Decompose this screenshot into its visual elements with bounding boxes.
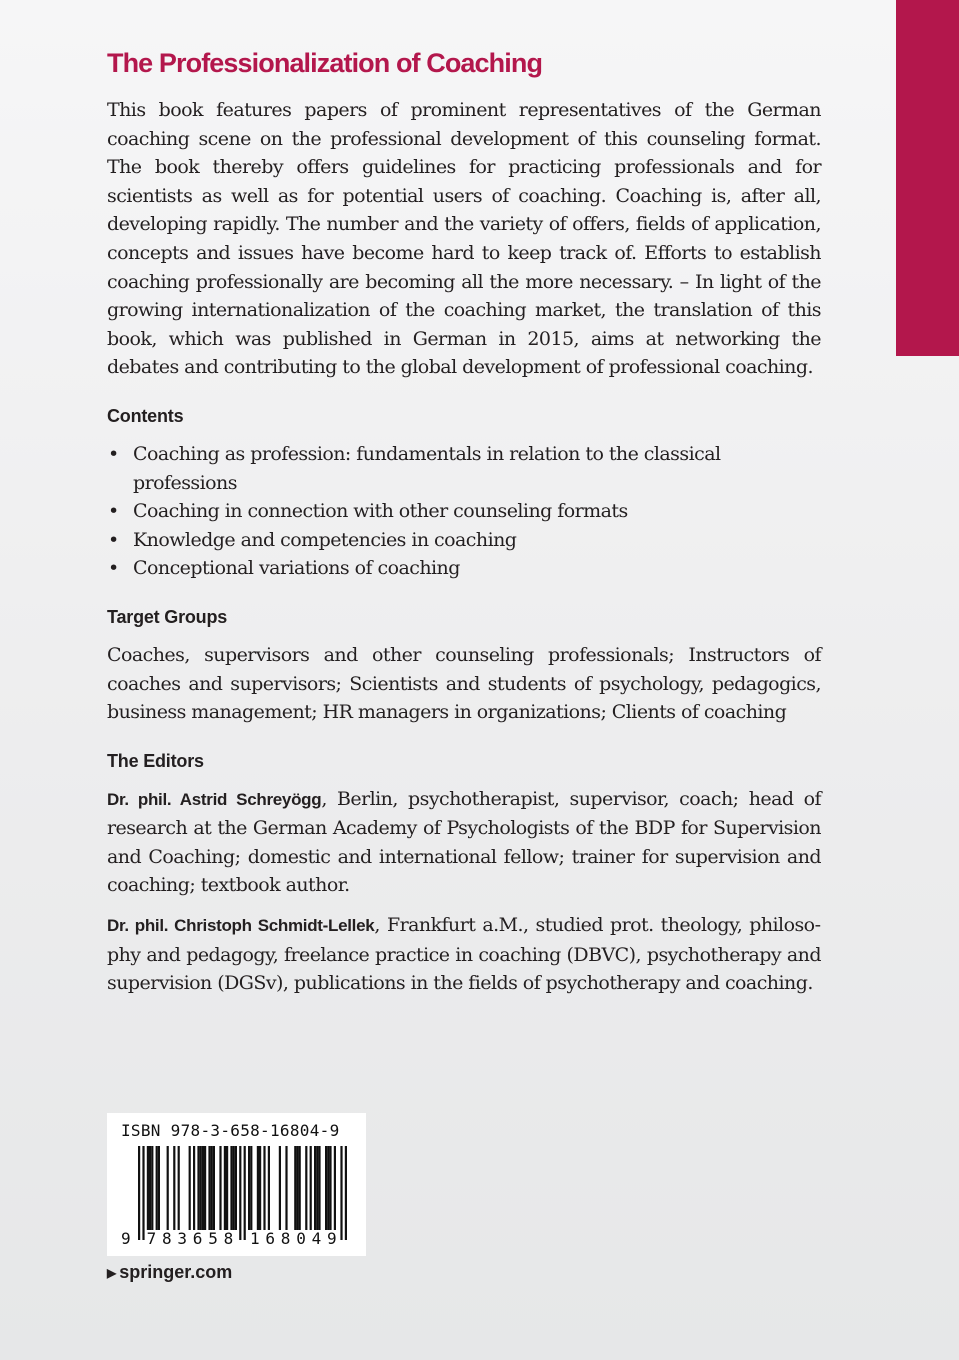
barcode-bar [244, 1146, 246, 1240]
barcode-bar [149, 1146, 151, 1230]
list-item [107, 497, 821, 526]
barcode-bar [173, 1146, 175, 1230]
barcode-bar [147, 1146, 149, 1230]
barcode-bar [235, 1146, 237, 1230]
barcode-bar [202, 1146, 204, 1230]
isbn-barcode [107, 1113, 366, 1256]
editor-bio-text: , Berlin, psychotherapist, supervisor, coach; head of research at the German Academy of Psychologists of the BDP for Supervision and Coaching; domestic and international fellow; trainer for supervision and coaching; textbook author. [107, 787, 821, 897]
barcode-bar [263, 1146, 265, 1230]
barcode-bar [239, 1146, 241, 1240]
barcode-bar [211, 1146, 213, 1230]
barcode-bar [340, 1146, 342, 1240]
barcode-bar [178, 1146, 180, 1230]
barcode-bar [208, 1146, 210, 1230]
contents-list [107, 440, 821, 583]
barcode-bar [285, 1146, 287, 1230]
barcode-digit: 1 [250, 1229, 260, 1248]
editor-bio [107, 785, 821, 900]
barcode-bar [259, 1146, 261, 1230]
barcode-bar [294, 1146, 296, 1230]
barcode-bar [334, 1146, 336, 1230]
editors-heading: The Editors [107, 750, 204, 771]
book-title: The Professionalization of Coaching [107, 48, 543, 78]
barcode-bar [314, 1146, 316, 1230]
barcode-bar [138, 1146, 140, 1240]
barcode-bar [327, 1146, 329, 1230]
barcode-bar [219, 1146, 221, 1230]
barcode-digit: 3 [177, 1229, 188, 1248]
barcode-bar [197, 1146, 199, 1230]
list-item [107, 440, 821, 497]
bullet-icon: • [108, 528, 119, 551]
barcode-bar [158, 1146, 160, 1230]
target-groups-heading: Target Groups [107, 606, 228, 627]
barcode-bar [305, 1146, 307, 1230]
barcode-bar [329, 1146, 331, 1230]
barcode-digit: 8 [162, 1229, 172, 1248]
target-groups-text: Coaches, supervisors and other counseling professionals; Instructors of coaches and supervisors; Scientists and students of psychology, pedagogics, business management; HR managers in organizations; Clients of coaching [107, 643, 821, 724]
arrow-right-icon: ▶ [107, 1265, 117, 1280]
barcode-bar [248, 1146, 250, 1230]
contents-heading: Contents [107, 405, 184, 426]
barcode-digit: 9 [327, 1229, 337, 1248]
barcode-bar [204, 1146, 206, 1230]
website-text: springer.com [119, 1262, 233, 1282]
barcode-bar [233, 1146, 235, 1230]
editor-name: Dr. phil. Christoph Schmidt-Lellek [107, 916, 375, 936]
barcode-graphic [107, 1113, 366, 1256]
list-item-text: Conceptional variations of coaching [133, 557, 460, 580]
barcode-bar [230, 1146, 232, 1230]
barcode-bar [257, 1146, 259, 1230]
barcode-digit: 6 [192, 1229, 203, 1248]
isbn-label: ISBN 978-3-658-16804-9 [121, 1121, 340, 1140]
barcode-bar [142, 1146, 144, 1240]
barcode-bar [151, 1146, 153, 1230]
barcode-bar [224, 1146, 226, 1230]
barcode-digit: 7 [146, 1229, 157, 1248]
publisher-website-link[interactable] [107, 1262, 232, 1283]
barcode-bar [299, 1146, 301, 1230]
list-item [107, 526, 821, 555]
barcode-bar [167, 1146, 169, 1230]
list-item-text: Coaching in connection with other counseling formats [133, 500, 628, 523]
list-item-text: Coaching as profession: fundamentals in relation to the classical professions [133, 442, 721, 494]
barcode-bar [189, 1146, 191, 1230]
editor-bio-text: , Frankfurt a.M., studied prot. theology, philosophy and pedagogy, freelance practice in coaching (DBVC), psychotherapy and supervision (DGSv), publications in the fields of psychotherapy and coaching. [107, 914, 821, 995]
barcode-bar [296, 1146, 298, 1230]
barcode-bar [213, 1146, 215, 1230]
back-cover-content [107, 44, 821, 1009]
barcode-bar [316, 1146, 318, 1230]
list-item-text: Knowledge and competencies in coaching [133, 528, 517, 551]
bullet-icon: • [108, 557, 119, 580]
bullet-icon: • [108, 442, 119, 465]
accent-color-bar [896, 0, 959, 356]
barcode-bar [268, 1146, 270, 1230]
list-item [107, 554, 821, 583]
barcode-digit: 5 [208, 1229, 218, 1248]
editor-name: Dr. phil. Astrid Schreyögg [107, 789, 322, 809]
barcode-digit: 9 [121, 1229, 131, 1248]
barcode-bar [310, 1146, 312, 1230]
barcode-bar [250, 1146, 252, 1230]
barcode-bar [193, 1146, 195, 1230]
intro-paragraph: This book features papers of prominent representatives of the German coaching scene on the professional development of this counseling format. The book thereby offers guidelines for practicing professionals and for scientists as well as for potential users of coaching. Coaching is, after all, developing rapidly. The number and the variety of offers, fields of application, concepts and issues have become hard to keep track of. Efforts to establish coaching professionally are becoming all the more necessary. – In light of the growing internationalization of the coaching market, the translation of this book, which was published in German in 2015, aims at networking the debates and contributing to the global development of professional coaching. [107, 99, 821, 379]
barcode-digit: 8 [280, 1229, 291, 1248]
barcode-digit: 6 [265, 1229, 276, 1248]
barcode-bar [318, 1146, 320, 1230]
barcode-digit: 0 [296, 1229, 306, 1248]
barcode-bar [279, 1146, 281, 1230]
bullet-icon: • [108, 500, 119, 523]
barcode-bar [345, 1146, 347, 1240]
barcode-bar [226, 1146, 228, 1230]
barcode-bar [156, 1146, 158, 1230]
barcode-digit: 4 [311, 1229, 322, 1248]
barcode-bar [325, 1146, 327, 1230]
barcode-bar [200, 1146, 202, 1230]
editor-bio [107, 911, 821, 998]
barcode-digit: 8 [223, 1229, 234, 1248]
